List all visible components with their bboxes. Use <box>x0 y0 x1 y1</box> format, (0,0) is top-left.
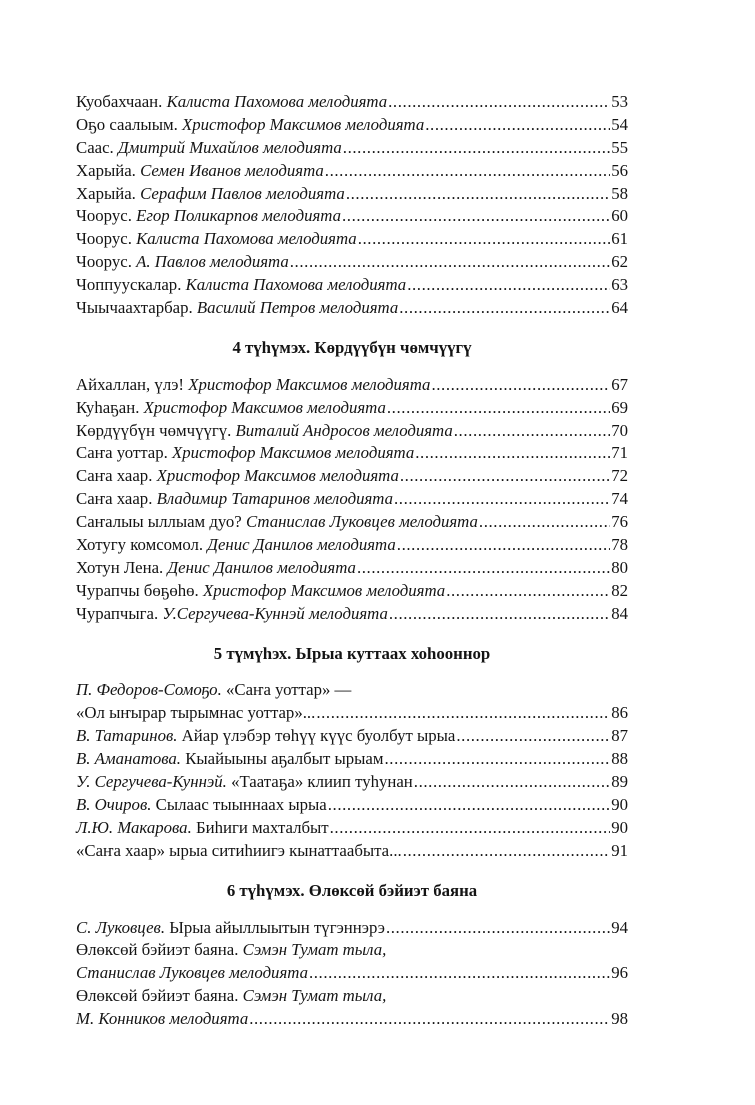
toc-entry-title: «Таатаҕа» клиип туһунан <box>231 772 413 792</box>
toc-entry-title: Биһиги махталбыт <box>195 817 329 837</box>
toc-entry <box>76 749 628 772</box>
toc-entry-page: 63 <box>611 275 628 295</box>
toc-entry-page: 76 <box>611 512 628 532</box>
toc-entry-title: Чурапчы бөҕөһө. <box>76 580 199 600</box>
toc-entry <box>76 535 628 558</box>
toc-entry-title: Саҥа хаар. <box>76 489 153 509</box>
toc-entry-page: 82 <box>611 580 628 600</box>
toc-entry-credit: Василий Петров мелодията <box>196 298 399 318</box>
toc-entry-page: 64 <box>611 298 628 318</box>
toc-list-section6 <box>76 918 628 1032</box>
dot-leader <box>454 421 610 441</box>
dot-leader <box>342 206 610 226</box>
toc-entry-author: В. Очиров. <box>76 794 152 814</box>
toc-entry-author: В. Аманатова. <box>76 749 181 769</box>
toc-entry-credit: Дмитрий Михайлов мелодията <box>117 137 342 157</box>
toc-entry-credit: Калиста Пахомова мелодията <box>166 92 388 111</box>
toc-entry-author: П. Федоров-Сомоҕо. <box>76 680 222 700</box>
toc-entry-title: «Саҥа хаар» ырыа ситиһиигэ кынаттаабыта... <box>76 840 402 860</box>
dot-leader <box>358 229 611 249</box>
toc-entry-page: 54 <box>611 114 628 134</box>
toc-entry <box>76 772 628 795</box>
toc-entry-credit: Христофор Максимов мелодията <box>202 580 446 600</box>
toc-entry-credit: Денис Данилов мелодията <box>207 535 396 555</box>
toc-entry-title: Өлөксөй бэйиэт баяна. <box>76 940 239 960</box>
toc-entry-continuation <box>76 1009 628 1032</box>
section-4-heading: 4 түһүмэх. Көрдүүбүн чөмчүүгү <box>232 337 472 357</box>
toc-entry-title: Хотугу комсомол. <box>76 535 204 555</box>
toc-entry <box>76 421 628 444</box>
toc-entry-page: 62 <box>611 252 628 272</box>
dot-leader <box>425 115 610 135</box>
toc-entry-title: Чурапчыга. <box>76 603 159 623</box>
toc-entry-credit: Сэмэн Тумат тыла, <box>242 940 387 960</box>
dot-leader <box>397 535 610 555</box>
toc-entry-title: Харыйа. <box>76 183 136 203</box>
table-of-contents <box>76 92 628 1032</box>
toc-entry-page: 86 <box>611 703 628 723</box>
toc-entry-page: 90 <box>611 794 628 814</box>
toc-entry <box>76 581 628 604</box>
toc-entry-title: Чыычаахтарбар. <box>76 298 193 318</box>
toc-entry-title: Куобахчаан. <box>76 92 163 111</box>
toc-entry-title: Айхаллан, үлэ! <box>76 374 184 394</box>
toc-entry-title: Чоорус. <box>76 252 132 272</box>
toc-entry <box>76 115 628 138</box>
toc-entry-page: 78 <box>611 535 628 555</box>
toc-entry-page: 56 <box>611 160 628 180</box>
toc-entry <box>76 466 628 489</box>
toc-entry <box>76 841 628 864</box>
toc-entry-page: 87 <box>611 726 628 746</box>
toc-entry-credit: Христофор Максимов мелодията <box>156 466 399 486</box>
toc-entry <box>76 443 628 466</box>
toc-entry-credit: Калиста Пахомова мелодията <box>136 229 357 249</box>
toc-entry-title: Чоорус. <box>76 229 132 249</box>
dot-leader <box>389 604 610 624</box>
toc-entry <box>76 940 628 963</box>
toc-entry <box>76 92 628 115</box>
toc-list-section3 <box>76 92 628 321</box>
toc-entry-title: «Саҥа уоттар» — <box>225 680 352 700</box>
toc-entry <box>76 680 628 703</box>
toc-entry <box>76 206 628 229</box>
toc-entry-page: 74 <box>611 489 628 509</box>
toc-entry-credit: Станислав Луковцев мелодията <box>245 512 478 532</box>
toc-entry <box>76 161 628 184</box>
toc-entry <box>76 398 628 421</box>
toc-entry-page: 91 <box>611 840 628 860</box>
toc-entry <box>76 375 628 398</box>
toc-entry-credit: У.Сергучева-Куннэй мелодията <box>162 603 388 623</box>
dot-leader <box>388 92 610 112</box>
toc-entry-credit: Семен Иванов мелодията <box>140 160 324 180</box>
toc-entry <box>76 795 628 818</box>
toc-entry-title: Сылаас тыыннаах ырыа <box>155 794 327 814</box>
dot-leader <box>357 558 610 578</box>
toc-entry-title: Өлөксөй бэйиэт баяна. <box>76 986 239 1006</box>
toc-entry <box>76 986 628 1009</box>
toc-entry-page: 90 <box>611 817 628 837</box>
toc-entry-page: 61 <box>611 229 628 249</box>
toc-entry-title: Хотун Лена. <box>76 557 164 577</box>
toc-entry-credit: Станислав Луковцев мелодията <box>76 963 308 983</box>
toc-entry-credit: Владимир Татаринов мелодията <box>156 489 393 509</box>
toc-entry-page: 67 <box>611 374 628 394</box>
toc-entry-title: Саҥа хаар. <box>76 466 153 486</box>
toc-entry-credit: Христофор Максимов мелодията <box>172 443 415 463</box>
toc-entry-page: 96 <box>611 963 628 983</box>
dot-leader <box>309 963 610 983</box>
toc-entry-author: Л.Ю. Макарова. <box>76 817 192 837</box>
dot-leader <box>385 749 611 769</box>
toc-entry-title: Саҥалыы ыллыам дуо? <box>76 512 242 532</box>
toc-entry <box>76 184 628 207</box>
toc-entry-credit: М. Конников мелодията <box>76 1009 249 1029</box>
toc-entry <box>76 489 628 512</box>
toc-list-section5 <box>76 680 628 863</box>
toc-entry-credit: Христофор Максимов мелодията <box>143 397 386 417</box>
toc-entry-page: 71 <box>611 443 628 463</box>
dot-leader <box>403 841 611 861</box>
toc-entry-title: Айар үлэбэр төһүү күүс буолбут ырыа <box>181 726 456 746</box>
dot-leader <box>290 252 610 272</box>
toc-entry-title: Чоппуускалар. <box>76 275 182 295</box>
toc-entry-title: Оҕо саалыым. <box>76 114 178 134</box>
toc-entry-title: Саас. <box>76 137 114 157</box>
toc-entry-credit: А. Павлов мелодията <box>136 252 289 272</box>
dot-leader <box>386 918 610 938</box>
toc-entry-page: 58 <box>611 183 628 203</box>
dot-leader <box>479 512 610 532</box>
toc-entry-author: В. Татаринов. <box>76 726 178 746</box>
toc-entry-credit: Калиста Пахомова мелодията <box>185 275 407 295</box>
dot-leader <box>343 138 610 158</box>
toc-entry-page: 98 <box>611 1009 628 1029</box>
toc-entry <box>76 918 628 941</box>
toc-entry <box>76 252 628 275</box>
toc-entry <box>76 512 628 535</box>
section-5-heading: 5 түмүһэх. Ырыа куттаах хоһооннор <box>213 643 491 663</box>
toc-entry <box>76 726 628 749</box>
toc-entry <box>76 818 628 841</box>
toc-entry-credit: Христофор Максимов мелодията <box>182 114 425 134</box>
toc-entry-author: У. Сергучева-Куннэй. <box>76 772 227 792</box>
toc-entry-page: 70 <box>611 420 628 440</box>
dot-leader <box>328 795 610 815</box>
toc-entry-title: Харыйа. <box>76 160 136 180</box>
toc-entry-page: 69 <box>611 397 628 417</box>
toc-entry-page: 72 <box>611 466 628 486</box>
toc-entry <box>76 138 628 161</box>
section-6-heading: 6 түһүмэх. Өлөксөй бэйиэт баяна <box>226 880 478 900</box>
toc-entry-credit: Виталий Андросов мелодията <box>235 420 453 440</box>
dot-leader <box>249 1009 610 1029</box>
toc-entry-title: Кыайыыны аҕалбыт ырыам <box>185 749 384 769</box>
dot-leader <box>446 581 610 601</box>
toc-entry <box>76 229 628 252</box>
toc-entry-credit: Христофор Максимов мелодията <box>188 374 431 394</box>
toc-entry-page: 89 <box>611 772 628 792</box>
toc-entry <box>76 298 628 321</box>
toc-list-section4 <box>76 375 628 627</box>
dot-leader <box>346 184 610 204</box>
toc-entry-page: 60 <box>611 206 628 226</box>
dot-leader <box>407 275 610 295</box>
toc-entry-title: Куһаҕан. <box>76 397 140 417</box>
toc-entry-author: С. Луковцев. <box>76 917 166 937</box>
toc-entry-continuation <box>76 703 628 726</box>
toc-entry-continuation <box>76 963 628 986</box>
toc-entry-page: 80 <box>611 557 628 577</box>
toc-entry-title: Ырыа айыллыытын түгэннэрэ <box>169 917 385 937</box>
toc-entry-title: «Ол ыҥырар тырымнас уоттар»... <box>76 703 316 723</box>
dot-leader <box>400 466 610 486</box>
toc-entry <box>76 275 628 298</box>
toc-entry-page: 53 <box>611 92 628 111</box>
dot-leader <box>316 703 610 723</box>
dot-leader <box>431 375 610 395</box>
toc-entry-credit: Егор Поликарпов мелодията <box>136 206 341 226</box>
toc-entry-title: Чоорус. <box>76 206 132 226</box>
toc-entry-credit: Денис Данилов мелодията <box>167 557 356 577</box>
dot-leader <box>399 298 610 318</box>
toc-entry <box>76 558 628 581</box>
toc-entry-title: Көрдүүбүн чөмчүүгү. <box>76 420 232 440</box>
dot-leader <box>415 443 610 463</box>
toc-entry-credit: Серафим Павлов мелодията <box>140 183 345 203</box>
dot-leader <box>414 772 610 792</box>
dot-leader <box>394 489 610 509</box>
dot-leader <box>456 726 610 746</box>
toc-entry-page: 84 <box>611 603 628 623</box>
toc-entry-page: 94 <box>611 917 628 937</box>
dot-leader <box>325 161 610 181</box>
toc-entry-page: 88 <box>611 749 628 769</box>
dot-leader <box>330 818 611 838</box>
toc-entry-title: Саҥа уоттар. <box>76 443 168 463</box>
dot-leader <box>387 398 610 418</box>
toc-entry-credit: Сэмэн Тумат тыла, <box>242 986 387 1006</box>
toc-entry-page: 55 <box>611 137 628 157</box>
toc-entry <box>76 604 628 627</box>
